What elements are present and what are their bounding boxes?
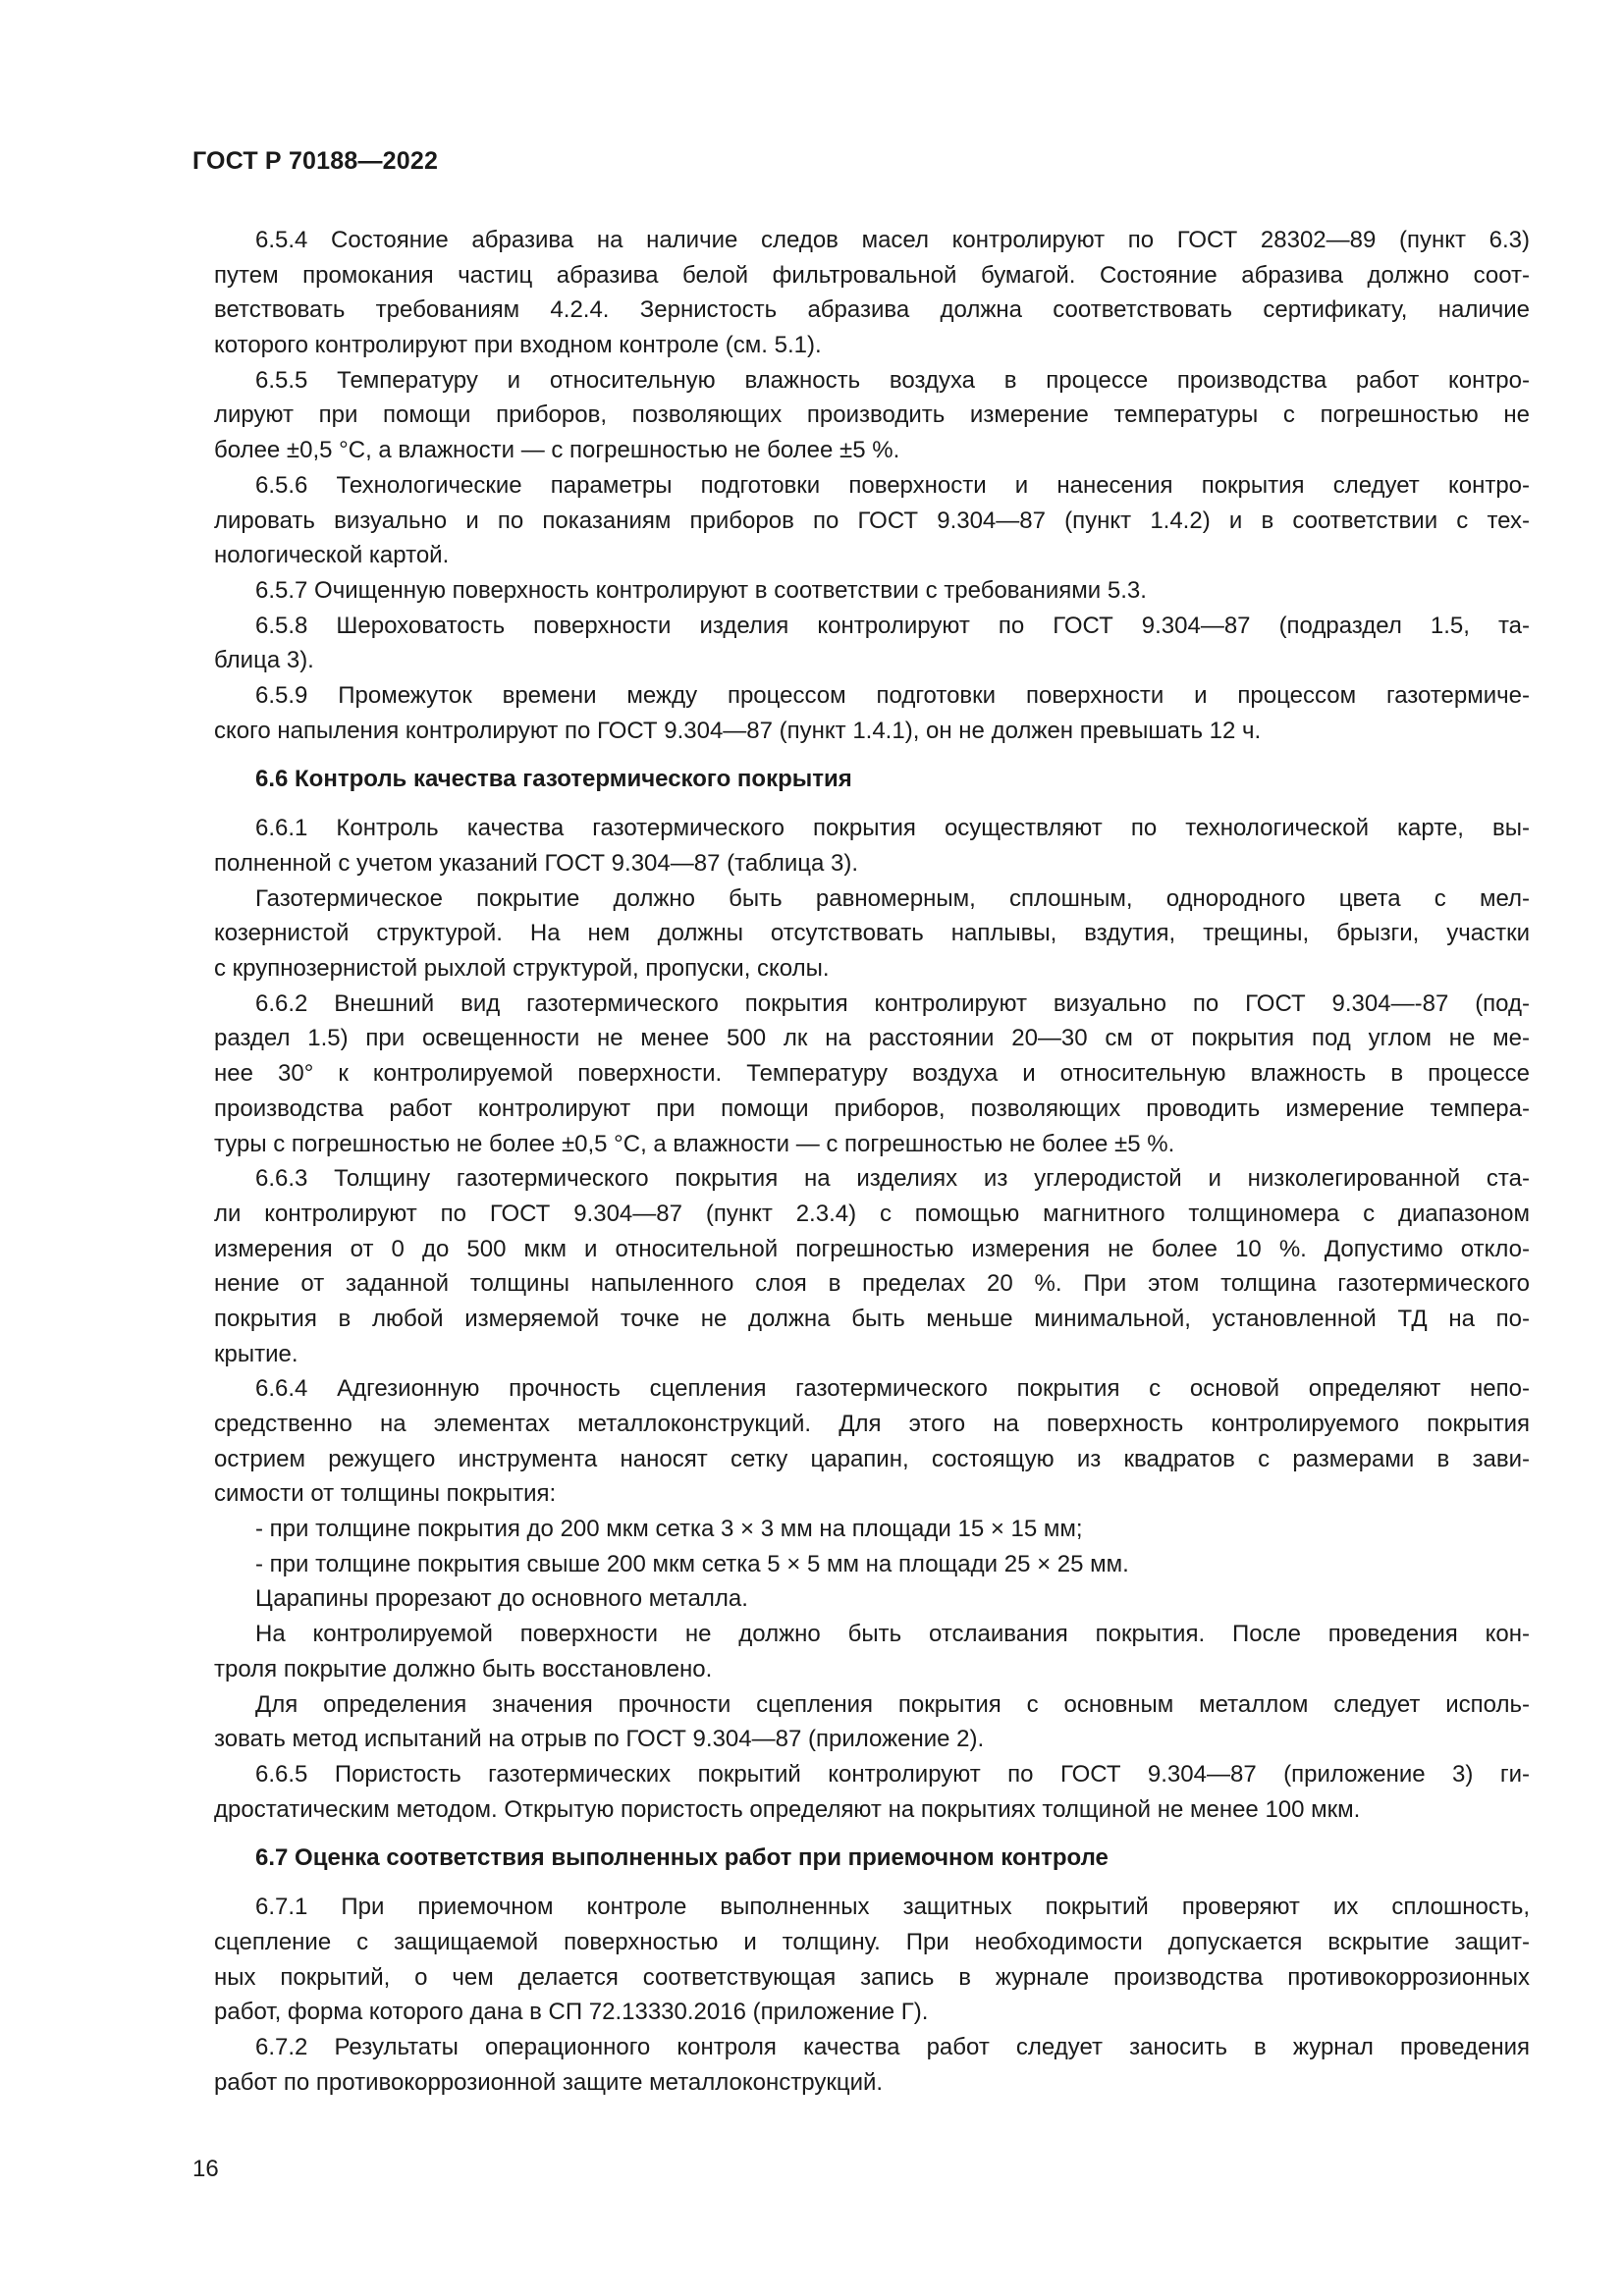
text-line: - при толщине покрытия до 200 мкм сетка 3 × 3 мм на площади 15 × 15 мм; xyxy=(255,1516,1083,1543)
text-line: нее 30° к контролируемой поверхности. Температуру воздуха и относительную влажность в процессе xyxy=(214,1060,1530,1088)
section-heading-6-7: 6.7 Оценка соответствия выполненных работ при приемочном контроле xyxy=(255,1844,1109,1872)
clause-6-5-8 xyxy=(214,609,1530,678)
text-line: более ±0,5 °С, а влажности — с погрешностью не более ±5 %. xyxy=(214,437,900,464)
text-line: зовать метод испытаний на отрыв по ГОСТ 9.304—87 (приложение 2). xyxy=(214,1726,985,1753)
clause-6-6-3 xyxy=(214,1161,1530,1371)
text-line: Для определения значения прочности сцепления покрытия с основным металлом следует исполь- xyxy=(255,1690,1530,1718)
text-line: Царапины прорезают до основного металла. xyxy=(255,1585,748,1613)
text-line: 6.6.3 Толщину газотермического покрытия на изделиях из углеродистой и низколегированной ста- xyxy=(255,1165,1530,1193)
text-line: лируют при помощи приборов, позволяющих производить измерение температуры с погрешностью не xyxy=(214,401,1530,429)
text-line: 6.5.8 Шероховатость поверхности изделия контролируют по ГОСТ 9.304—87 (подраздел 1.5, та- xyxy=(255,612,1530,639)
text-line: ского напыления контролируют по ГОСТ 9.304—87 (пункт 1.4.1), он не должен превышать 12 ч. xyxy=(214,717,1262,744)
text-line: покрытия в любой измеряемой точке не должна быть меньше минимальной, установленной ТД на по- xyxy=(214,1305,1530,1332)
text-line: работ по противокоррозионной защите металлоконструкций. xyxy=(214,2068,884,2096)
text-line: раздел 1.5) при освещенности не менее 500 лк на расстоянии 20—30 см от покрытия под углом не ме- xyxy=(214,1025,1530,1052)
clause-6-6-5 xyxy=(214,1757,1530,1827)
clause-6-6-4-no-peeling xyxy=(214,1617,1530,1686)
text-line: 6.6.1 Контроль качества газотермического покрытия осуществляют по технологической карте, вы- xyxy=(255,815,1530,842)
text-line: полненной с учетом указаний ГОСТ 9.304—87 (таблица 3). xyxy=(214,850,859,877)
text-line: 6.6.2 Внешний вид газотермического покрытия контролируют визуально по ГОСТ 9.304—-87 (под- xyxy=(255,989,1530,1017)
text-line: козернистой структурой. На нем должны отсутствовать наплывы, вздутия, трещины, брызги, участки xyxy=(214,920,1530,947)
text-line: ветствовать требованиям 4.2.4. Зернистость абразива должна соответствовать сертификату, наличие xyxy=(214,296,1530,324)
clause-6-6-4-scratches xyxy=(214,1581,1530,1617)
text-line: 6.5.7 Очищенную поверхность контролируют в соответствии с требованиями 5.3. xyxy=(255,576,1147,604)
clause-6-7-2 xyxy=(214,2030,1530,2100)
clause-6-5-7 xyxy=(214,573,1530,609)
clause-6-6-2 xyxy=(214,987,1530,1161)
section-heading-6-6: 6.6 Контроль качества газотермического покрытия xyxy=(255,766,852,793)
list-item-thickness-over-200 xyxy=(214,1547,1530,1582)
text-line: - при толщине покрытия свыше 200 мкм сетка 5 × 5 мм на площади 25 × 25 мм. xyxy=(255,1550,1129,1577)
text-line: работ, форма которого дана в СП 72.13330.2016 (приложение Г). xyxy=(214,1999,929,2026)
text-line: сцепление с защищаемой поверхностью и толщину. При необходимости допускается вскрытие защит- xyxy=(214,1928,1530,1955)
standard-code-header: ГОСТ Р 70188—2022 xyxy=(192,147,439,175)
text-line: 6.7.1 При приемочном контроле выполненных защитных покрытий проверяют их сплошность, xyxy=(255,1894,1530,1921)
clause-6-6-4-pull-off-test xyxy=(214,1687,1530,1757)
list-item-thickness-up-to-200 xyxy=(214,1512,1530,1547)
clause-6-5-9 xyxy=(214,678,1530,748)
clause-6-6-1-coating-requirements xyxy=(214,881,1530,987)
text-line: троля покрытие должно быть восстановлено. xyxy=(214,1655,713,1682)
body-text xyxy=(214,223,1530,2100)
clause-6-5-5 xyxy=(214,363,1530,468)
clause-6-5-6 xyxy=(214,468,1530,573)
text-line: дростатическим методом. Открытую пористость определяют на покрытиях толщиной не менее 100 мкм. xyxy=(214,1795,1361,1823)
text-line: крытие. xyxy=(214,1340,298,1367)
clause-6-7-1 xyxy=(214,1890,1530,2030)
text-line: 6.7.2 Результаты операционного контроля качества работ следует заносить в журнал проведения xyxy=(255,2034,1530,2060)
text-line: ных покрытий, о чем делается соответствующая запись в журнале производства противокоррозионных xyxy=(214,1963,1530,1991)
text-line: туры с погрешностью не более ±0,5 °С, а влажности — с погрешностью не более ±5 %. xyxy=(214,1130,1175,1157)
text-line: ли контролируют по ГОСТ 9.304—87 (пункт 2.3.4) с помощью магнитного толщиномера с диапазоном xyxy=(214,1200,1530,1227)
text-line: острием режущего инструмента наносят сетку царапин, состоящую из квадратов с размерами в зави- xyxy=(214,1445,1530,1472)
text-line: лировать визуально и по показаниям приборов по ГОСТ 9.304—87 (пункт 1.4.2) и в соответствии с тех- xyxy=(214,507,1530,534)
clause-6-6-4 xyxy=(214,1371,1530,1512)
text-line: 6.6.5 Пористость газотермических покрытий контролируют по ГОСТ 9.304—87 (приложение 3) ги- xyxy=(255,1760,1530,1788)
clause-6-5-4 xyxy=(214,223,1530,363)
text-line: Газотермическое покрытие должно быть равномерным, сплошным, однородного цвета с мел- xyxy=(255,884,1530,912)
text-line: с крупнозернистой рыхлой структурой, пропуски, сколы. xyxy=(214,955,830,983)
text-line: нение от заданной толщины напыленного слоя в пределах 20 %. При этом толщина газотермического xyxy=(214,1270,1530,1298)
page-number: 16 xyxy=(192,2156,219,2182)
text-line: симости от толщины покрытия: xyxy=(214,1480,557,1508)
text-line: производства работ контролируют при помощи приборов, позволяющих проводить измерение темпера- xyxy=(214,1095,1530,1122)
text-line: 6.5.9 Промежуток времени между процессом подготовки поверхности и процессом газотермиче- xyxy=(255,681,1530,709)
text-line: 6.5.5 Температуру и относительную влажность воздуха в процессе производства работ контро- xyxy=(255,366,1530,394)
text-line: 6.5.4 Состояние абразива на наличие следов масел контролируют по ГОСТ 28302—89 (пункт 6.3) xyxy=(255,227,1530,253)
text-line: измерения от 0 до 500 мкм и относительной погрешностью измерения не более 10 %. Допустимо откло- xyxy=(214,1235,1530,1262)
text-line: путем промокания частиц абразива белой фильтровальной бумагой. Состояние абразива должно соот- xyxy=(214,261,1530,289)
text-line: 6.6.4 Адгезионную прочность сцепления газотермического покрытия с основой определяют непо- xyxy=(255,1375,1530,1403)
text-line: 6.5.6 Технологические параметры подготовки поверхности и нанесения покрытия следует контро- xyxy=(255,471,1530,499)
text-line: которого контролируют при входном контроле (см. 5.1). xyxy=(214,332,822,359)
text-line: средственно на элементах металлоконструкций. Для этого на поверхность контролируемого покрытия xyxy=(214,1411,1530,1437)
text-line: нологической картой. xyxy=(214,542,450,569)
text-line: блица 3). xyxy=(214,647,314,674)
text-line: На контролируемой поверхности не должно быть отслаивания покрытия. После проведения кон- xyxy=(255,1621,1530,1648)
clause-6-6-1 xyxy=(214,811,1530,881)
